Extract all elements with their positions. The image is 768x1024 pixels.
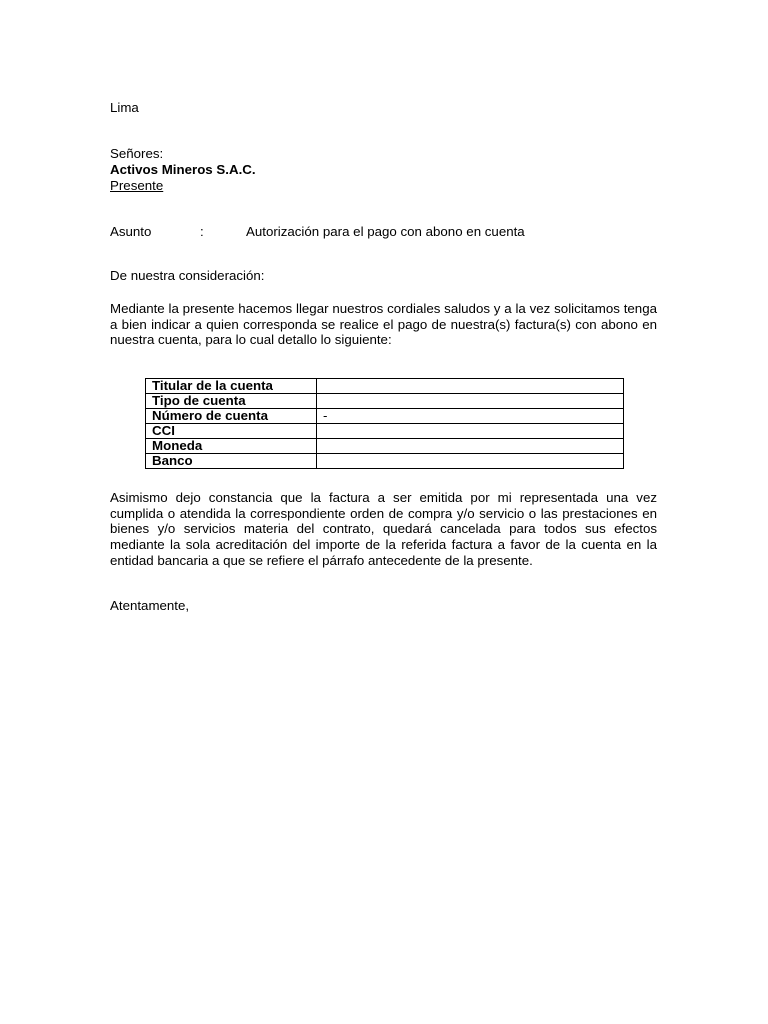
account-holder-value xyxy=(317,379,624,394)
account-type-value xyxy=(317,394,624,409)
account-number-value: - xyxy=(317,409,624,424)
currency-label: Moneda xyxy=(146,439,317,454)
closing: Atentamente, xyxy=(110,598,190,613)
greeting: De nuestra consideración: xyxy=(110,268,265,283)
currency-value xyxy=(317,439,624,454)
table-row xyxy=(146,379,624,394)
recipient-company: Activos Mineros S.A.C. xyxy=(110,162,256,177)
table-row xyxy=(146,409,624,424)
cci-value xyxy=(317,424,624,439)
account-details-table xyxy=(145,378,624,469)
subject-text: Autorización para el pago con abono en cuenta xyxy=(246,224,525,239)
table-row xyxy=(146,439,624,454)
table-row xyxy=(146,394,624,409)
account-number-label: Número de cuenta xyxy=(146,409,317,424)
bank-value xyxy=(317,454,624,469)
cci-label: CCI xyxy=(146,424,317,439)
table-row xyxy=(146,454,624,469)
subject-label: Asunto xyxy=(110,224,152,239)
constancy-paragraph: Asimismo dejo constancia que la factura a ser emitida por mi representada una vez cumplida o atendida la correspondiente orden de compra y/o servicio o las prestaciones en bienes y/o servicios materia del contrato, quedará cancelada para todos sus efectos mediante la sola acreditación del importe de la referida factura a favor de la cuenta en la entidad bancaria a que se refiere el párrafo antecedente de la presente. xyxy=(110,490,657,568)
account-type-label: Tipo de cuenta xyxy=(146,394,317,409)
subject-colon: : xyxy=(200,224,204,239)
intro-paragraph: Mediante la presente hacemos llegar nuestros cordiales saludos y a la vez solicitamos tenga a bien indicar a quien corresponda se realice el pago de nuestra(s) factura(s) con abono en nuestra cuenta, para lo cual detallo lo siguiente: xyxy=(110,301,657,348)
salutation-label: Señores: xyxy=(110,146,164,161)
table-row xyxy=(146,424,624,439)
presente-label: Presente xyxy=(110,178,164,193)
bank-label: Banco xyxy=(146,454,317,469)
city: Lima xyxy=(110,100,139,115)
account-holder-label: Titular de la cuenta xyxy=(146,379,317,394)
